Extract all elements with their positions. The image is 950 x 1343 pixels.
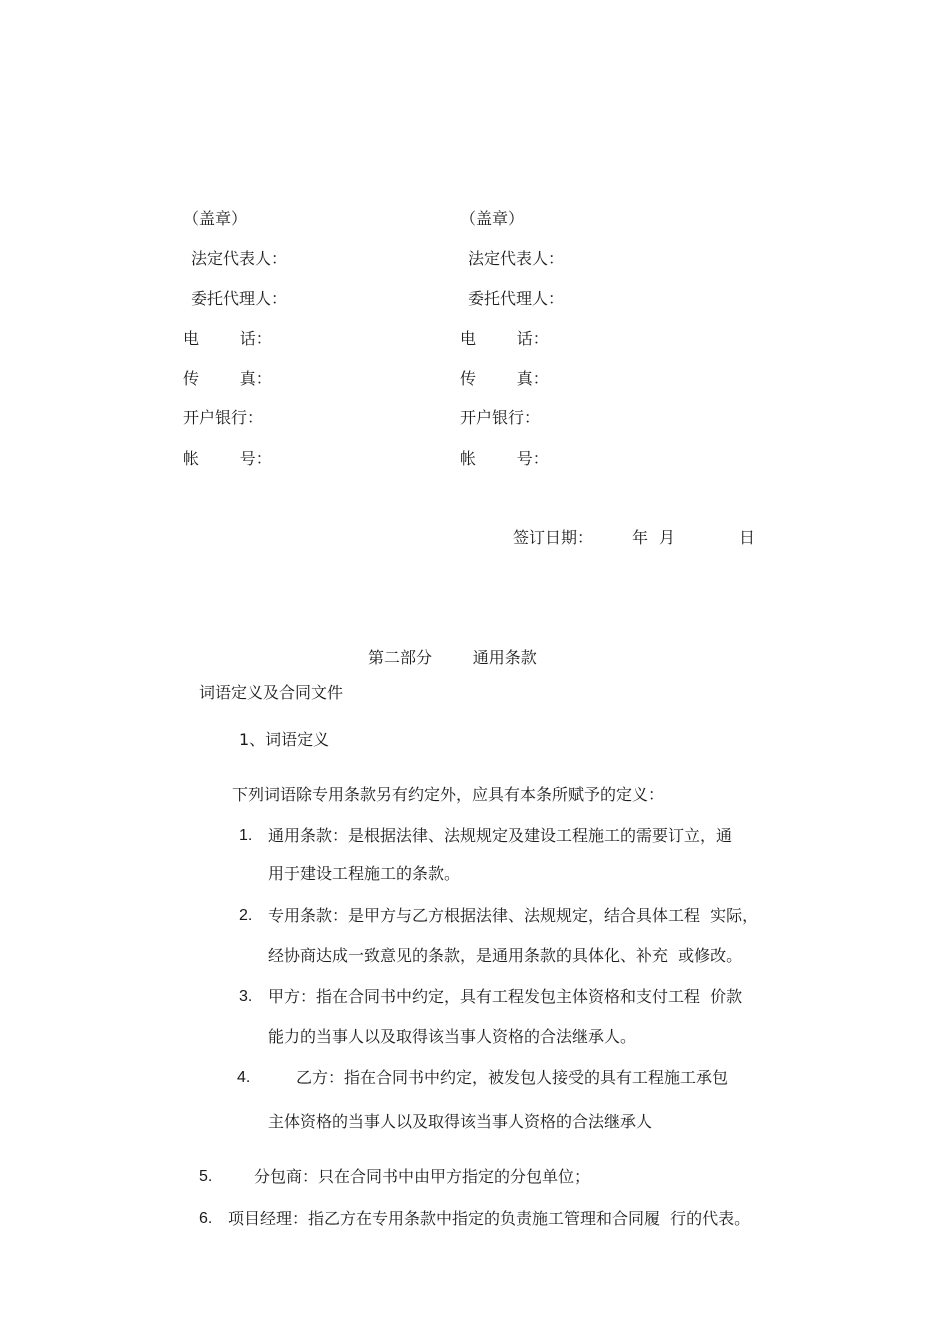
party-a-seal: （盖章）: [183, 209, 248, 228]
party-b-seal: （盖章）: [460, 209, 525, 228]
party-a-bank: 开户银行：: [183, 408, 264, 427]
list-item-text: 分包商：只在合同书中由甲方指定的分包单位；: [254, 1167, 591, 1186]
section-title: 词语定义及合同文件: [199, 683, 344, 702]
list-item-text-cont: 经协商达成一致意见的条款，是通用条款的具体化、补充 或修改。: [268, 946, 743, 965]
list-item-text: 专用条款：是甲方与乙方根据法律、法规规定，结合具体工程 实际，: [268, 906, 759, 925]
list-item-text-cont: 主体资格的当事人以及取得该当事人资格的合法继承人: [268, 1112, 653, 1131]
party-a-legal-rep: 法定代表人：: [191, 249, 288, 268]
party-a-account: 帐 号：: [183, 449, 272, 468]
party-b-fax: 传 真：: [460, 369, 549, 388]
list-item-number: 1.: [239, 827, 253, 844]
list-item-number: 4.: [237, 1069, 251, 1086]
list-item-number: 5.: [199, 1168, 213, 1185]
party-b-agent: 委托代理人：: [468, 289, 565, 308]
list-item-text: 通用条款：是根据法律、法规规定及建设工程施工的需要订立，通: [268, 826, 733, 845]
part-title: 第二部分 通用条款: [368, 648, 537, 667]
party-b-phone: 电 话：: [460, 329, 549, 348]
party-b-account: 帐 号：: [460, 449, 549, 468]
date-day: 日: [739, 528, 756, 547]
list-item-number: 2.: [239, 907, 253, 924]
list-item-text: 乙方：指在合同书中约定，被发包人接受的具有工程施工承包: [296, 1068, 729, 1087]
list-item-text-cont: 能力的当事人以及取得该当事人资格的合法继承人。: [268, 1027, 637, 1046]
party-b-legal-rep: 法定代表人：: [468, 249, 565, 268]
list-item-text: 甲方：指在合同书中约定，具有工程发包主体资格和支付工程 价款: [268, 987, 743, 1006]
list-item-text-cont: 用于建设工程施工的条款。: [268, 864, 461, 883]
party-a-phone: 电 话：: [183, 329, 272, 348]
list-item-number: 6.: [199, 1210, 213, 1227]
date-year: 年: [632, 528, 649, 547]
date-month: 月: [659, 528, 676, 547]
date-label: 签订日期：: [513, 528, 594, 547]
definitions-intro: 下列词语除专用条款另有约定外，应具有本条所赋予的定义：: [232, 785, 665, 804]
list-item-number: 3.: [239, 988, 253, 1005]
party-a-agent: 委托代理人：: [191, 289, 288, 308]
party-a-fax: 传 真：: [183, 369, 272, 388]
subsection-title: 1、词语定义: [239, 730, 330, 749]
party-b-bank: 开户银行：: [460, 408, 541, 427]
list-item-text: 项目经理：指乙方在专用条款中指定的负责施工管理和合同履 行的代表。: [228, 1209, 751, 1228]
